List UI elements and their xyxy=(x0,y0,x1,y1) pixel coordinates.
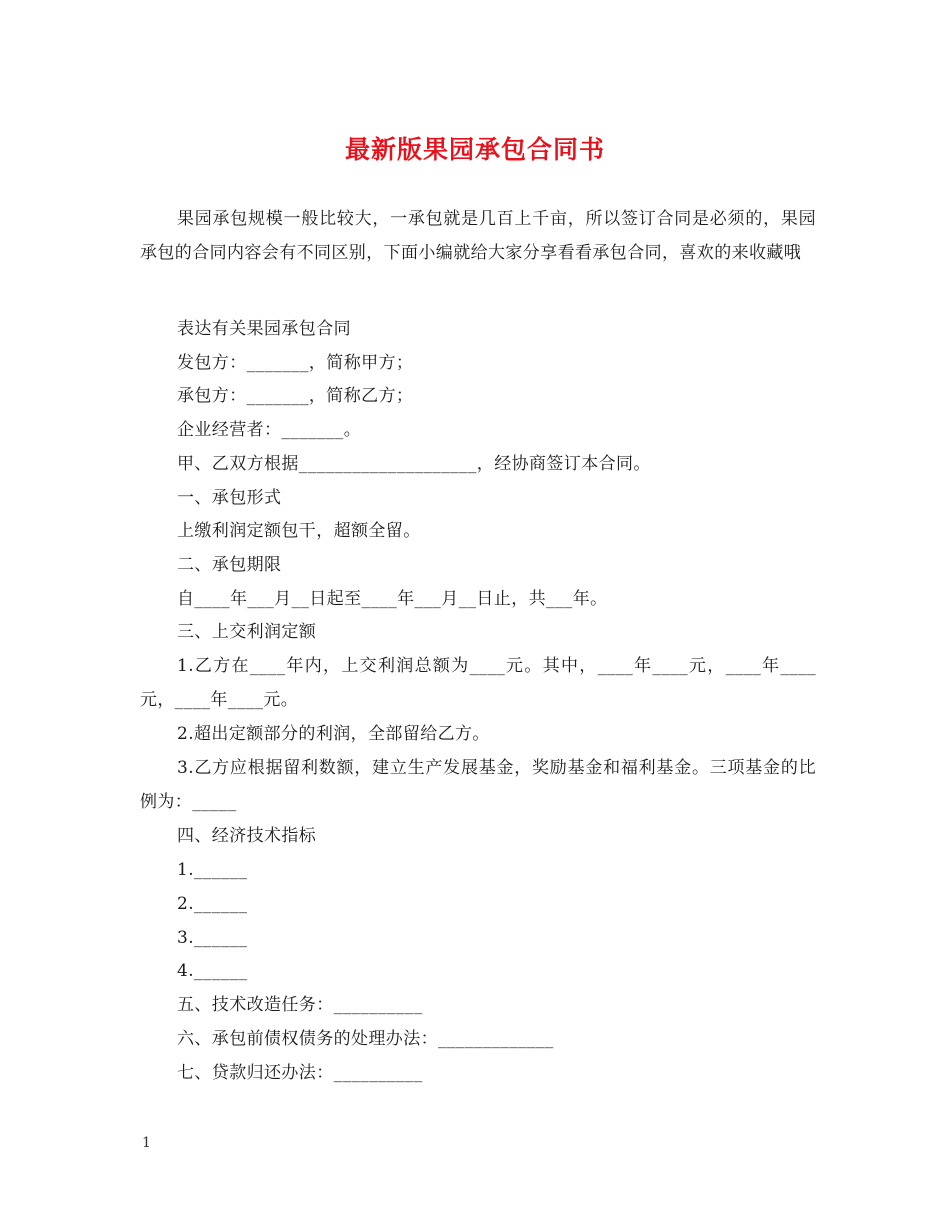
clause-1: 1.乙方在____年内，上交利润总额为____元。其中，____年____元，____年____元，____年____元。 xyxy=(140,656,816,710)
clause-2: 2.超出定额部分的利润，全部留给乙方。 xyxy=(177,724,490,744)
section-heading: 四、经济技术指标 xyxy=(177,826,317,846)
indicator-item: 2.______ xyxy=(177,894,248,914)
body-line: 上缴利润定额包干，超额全留。 xyxy=(177,521,421,541)
page-number: 1 xyxy=(142,1135,151,1151)
clause-3: 3.乙方应根据留利数额，建立生产发展基金，奖励基金和福利基金。三项基金的比例为：_____ xyxy=(140,758,816,812)
indicator-item: 3.______ xyxy=(177,928,248,948)
section-heading: 六、承包前债权债务的处理办法：_____________ xyxy=(177,1029,554,1049)
body-line: 表达有关果园承包合同 xyxy=(177,319,351,339)
intro-paragraph: 果园承包规模一般比较大，一承包就是几百上千亩，所以签订合同是必须的，果园承包的合同内容会有不同区别，下面小编就给大家分享看看承包合同，喜欢的来收藏哦 xyxy=(140,209,816,263)
section-heading: 五、技术改造任务：__________ xyxy=(177,995,423,1015)
section-heading: 七、贷款归还办法：__________ xyxy=(177,1063,423,1083)
section-heading: 三、上交利润定额 xyxy=(177,622,317,642)
indicator-item: 1.______ xyxy=(177,860,248,880)
section-heading: 一、承包形式 xyxy=(177,488,282,508)
body-line: 甲、乙双方根据____________________，经协商签订本合同。 xyxy=(177,454,651,474)
section-heading: 二、承包期限 xyxy=(177,555,282,575)
body-line: 自____年___月__日起至____年___月__日止，共___年。 xyxy=(177,589,608,609)
body-line: 发包方：_______，简称甲方； xyxy=(177,353,414,373)
body-line: 企业经营者：_______。 xyxy=(177,420,362,440)
indicator-item: 4.______ xyxy=(177,961,248,981)
body-line: 承包方：_______，简称乙方； xyxy=(177,386,414,406)
page-title: 最新版果园承包合同书 xyxy=(344,135,605,164)
